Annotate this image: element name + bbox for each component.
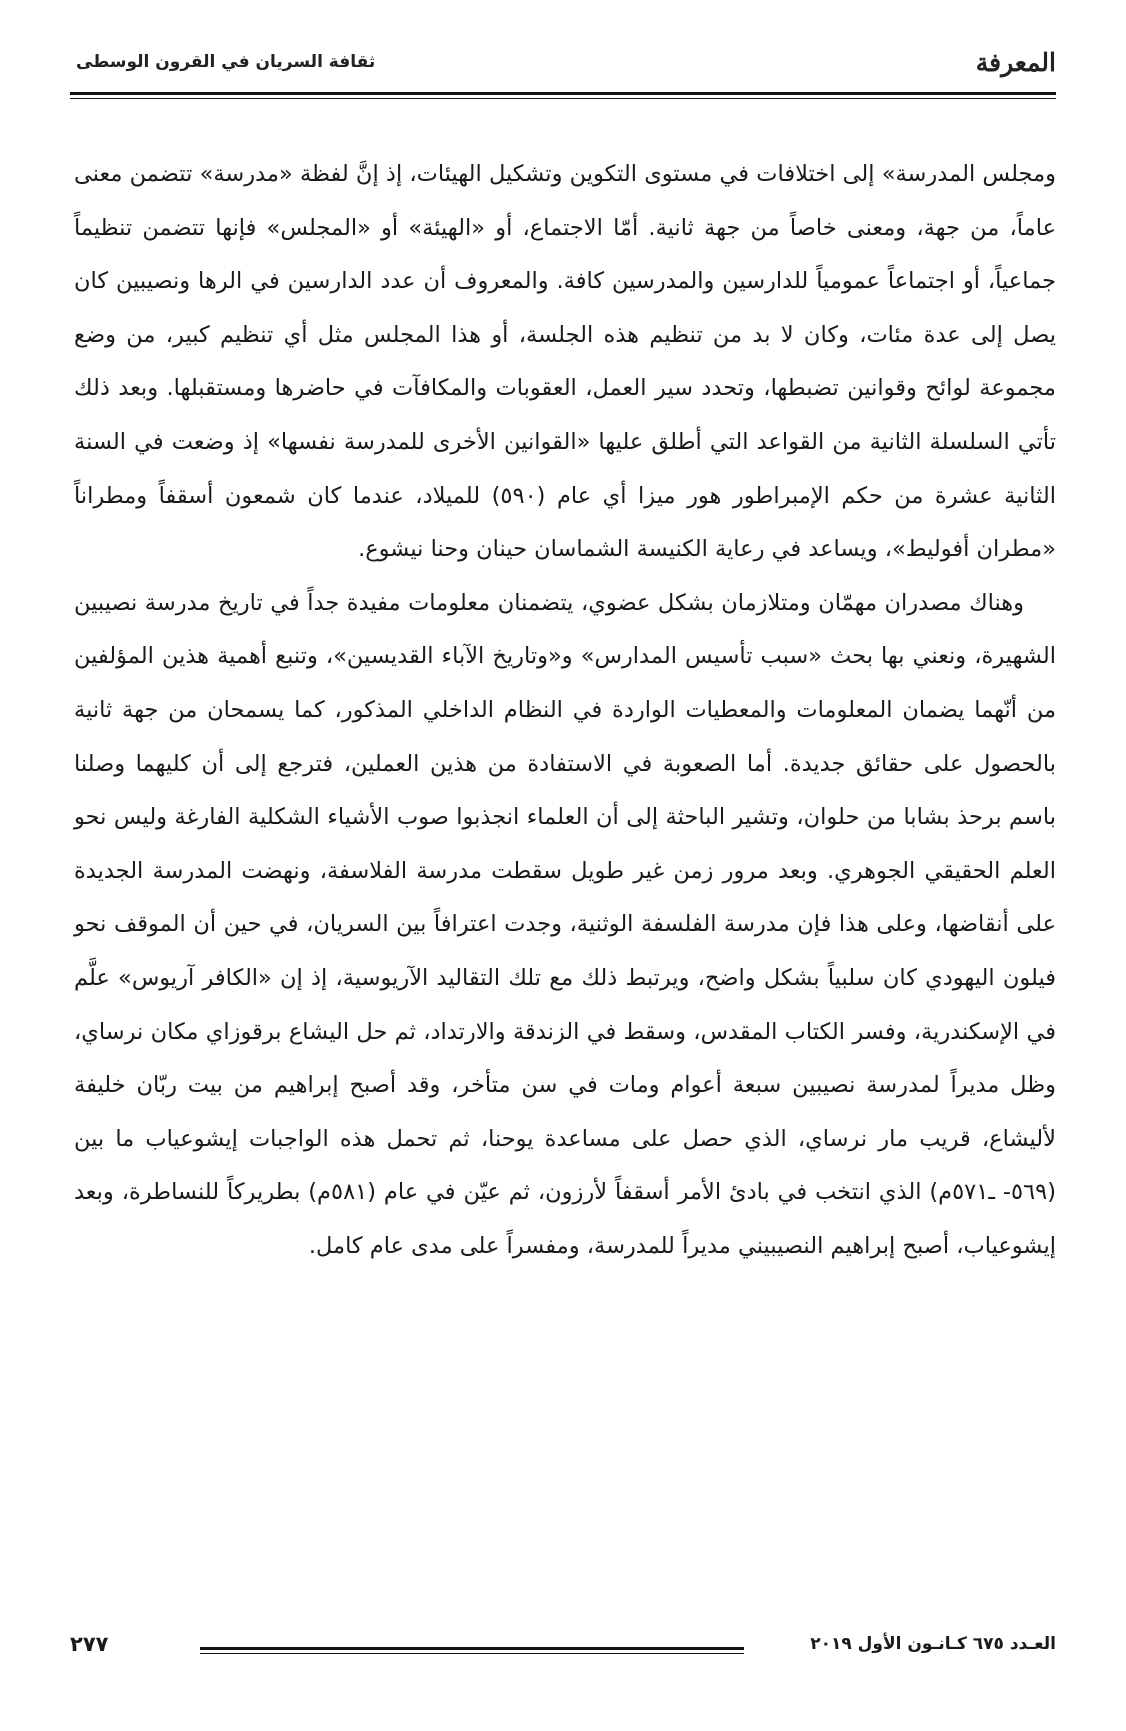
header-rule-thin xyxy=(70,98,1056,99)
footer-rule-thin xyxy=(200,1653,744,1654)
footer-rule xyxy=(200,1647,744,1650)
page-number: ٢٧٧ xyxy=(70,1632,109,1656)
issue-label: العـدد ٦٧٥ كـانـون الأول ٢٠١٩ xyxy=(810,1634,1056,1654)
page-footer xyxy=(70,1634,1056,1664)
paragraph: وهناك مصدران مهمّان ومتلازمان بشكل عضوي، يتضمنان معلومات مفيدة جداً في تاريخ مدرسة نصيبين الشهيرة، ونعني بها بحث «سبب تأسيس المدارس» و«وتاريخ الآباء القديسين»، وتنبع أهمية هذين المؤلفين من أنّهما يضمان المعلومات والمعطيات الواردة في النظام الداخلي المذكور، كما يسمحان من جهة ثانية بالحصول على حقائق جديدة. أما الصعوبة في الاستفادة من هذين العملين، فترجع إلى أن كليهما وصلنا باسم برحذ بشابا من حلوان، وتشير الباحثة إلى أن العلماء انجذبوا صوب الأشياء الشكلية الفارغة وليس نحو العلم الحقيقي الجوهري. وبعد مرور زمن غير طويل سقطت مدرسة الفلاسفة، ونهضت المدرسة الجديدة على أنقاضها، وعلى هذا فإن مدرسة الفلسفة الوثنية، وجدت اعترافاً بين السريان، في حين أن الموقف نحو فيلون اليهودي كان سلبياً بشكل واضح، ويرتبط ذلك مع تلك التقاليد الآريوسية، إذ إن «الكافر آريوس» علَّم في الإسكندرية، وفسر الكتاب المقدس، وسقط في الزندقة والارتداد، ثم حل اليشاع برقوزاي مكان نرساي، وظل مديراً لمدرسة نصيبين سبعة أعوام ومات في سن متأخر، وقد أصبح إبراهيم من بيت ربّان خليفة لأليشاع، قريب مار نرساي، الذي حصل على مساعدة يوحنا، ثم تحمل هذه الواجبات إيشوعياب ما بين (٥٦٩- ـ٥٧١م) الذي انتخب في بادئ الأمر أسقفاً لأرزون، ثم عيّن في عام (٥٨١م) بطريركاً للنساطرة، وبعد إيشوعياب، أصبح إبراهيم النصيبيني مديراً للمدرسة، ومفسراً على مدى عام كامل. xyxy=(74,589,1056,1259)
paragraph-continued: ومجلس المدرسة» إلى اختلافات في مستوى التكوين وتشكيل الهيئات، إذ إنَّ لفظة «مدرسة» تتضمن معنى عاماً، من جهة، ومعنى خاصاً من جهة ثانية. أمّا الاجتماع، أو «الهيئة» أو «المجلس» فإنها تتضمن تنظيماً جماعياً، أو اجتماعاً عمومياً للدارسين والمدرسين كافة. والمعروف أن عدد الدارسين في الرها ونصيبين كان يصل إلى عدة مئات، وكان لا بد من تنظيم هذه الجلسة، أو هذا المجلس مثل أي تنظيم كبير، من وضع مجموعة لوائح وقوانين تضبطها، وتحدد سير العمل، العقوبات والمكافآت في حاضرها ومستقبلها. وبعد ذلك تأتي السلسلة الثانية من القواعد التي أطلق عليها «القوانين الأخرى للمدرسة نفسها» إذ وضعت في السنة الثانية عشرة من حكم الإمبراطور هور ميزا أي عام (٥٩٠) للميلاد، عندما كان شمعون أسقفاً ومطراناً «مطران أفوليط»، ويساعد في رعاية الكنيسة الشماسان حينان وحنا نيشوع. xyxy=(74,161,1057,563)
article-body xyxy=(74,148,1056,1273)
page-header xyxy=(70,44,1056,90)
running-title: ثقافة السريان في القرون الوسطى xyxy=(76,52,376,72)
journal-logo: المعرفة xyxy=(975,48,1056,77)
header-rule-thick xyxy=(70,92,1056,95)
